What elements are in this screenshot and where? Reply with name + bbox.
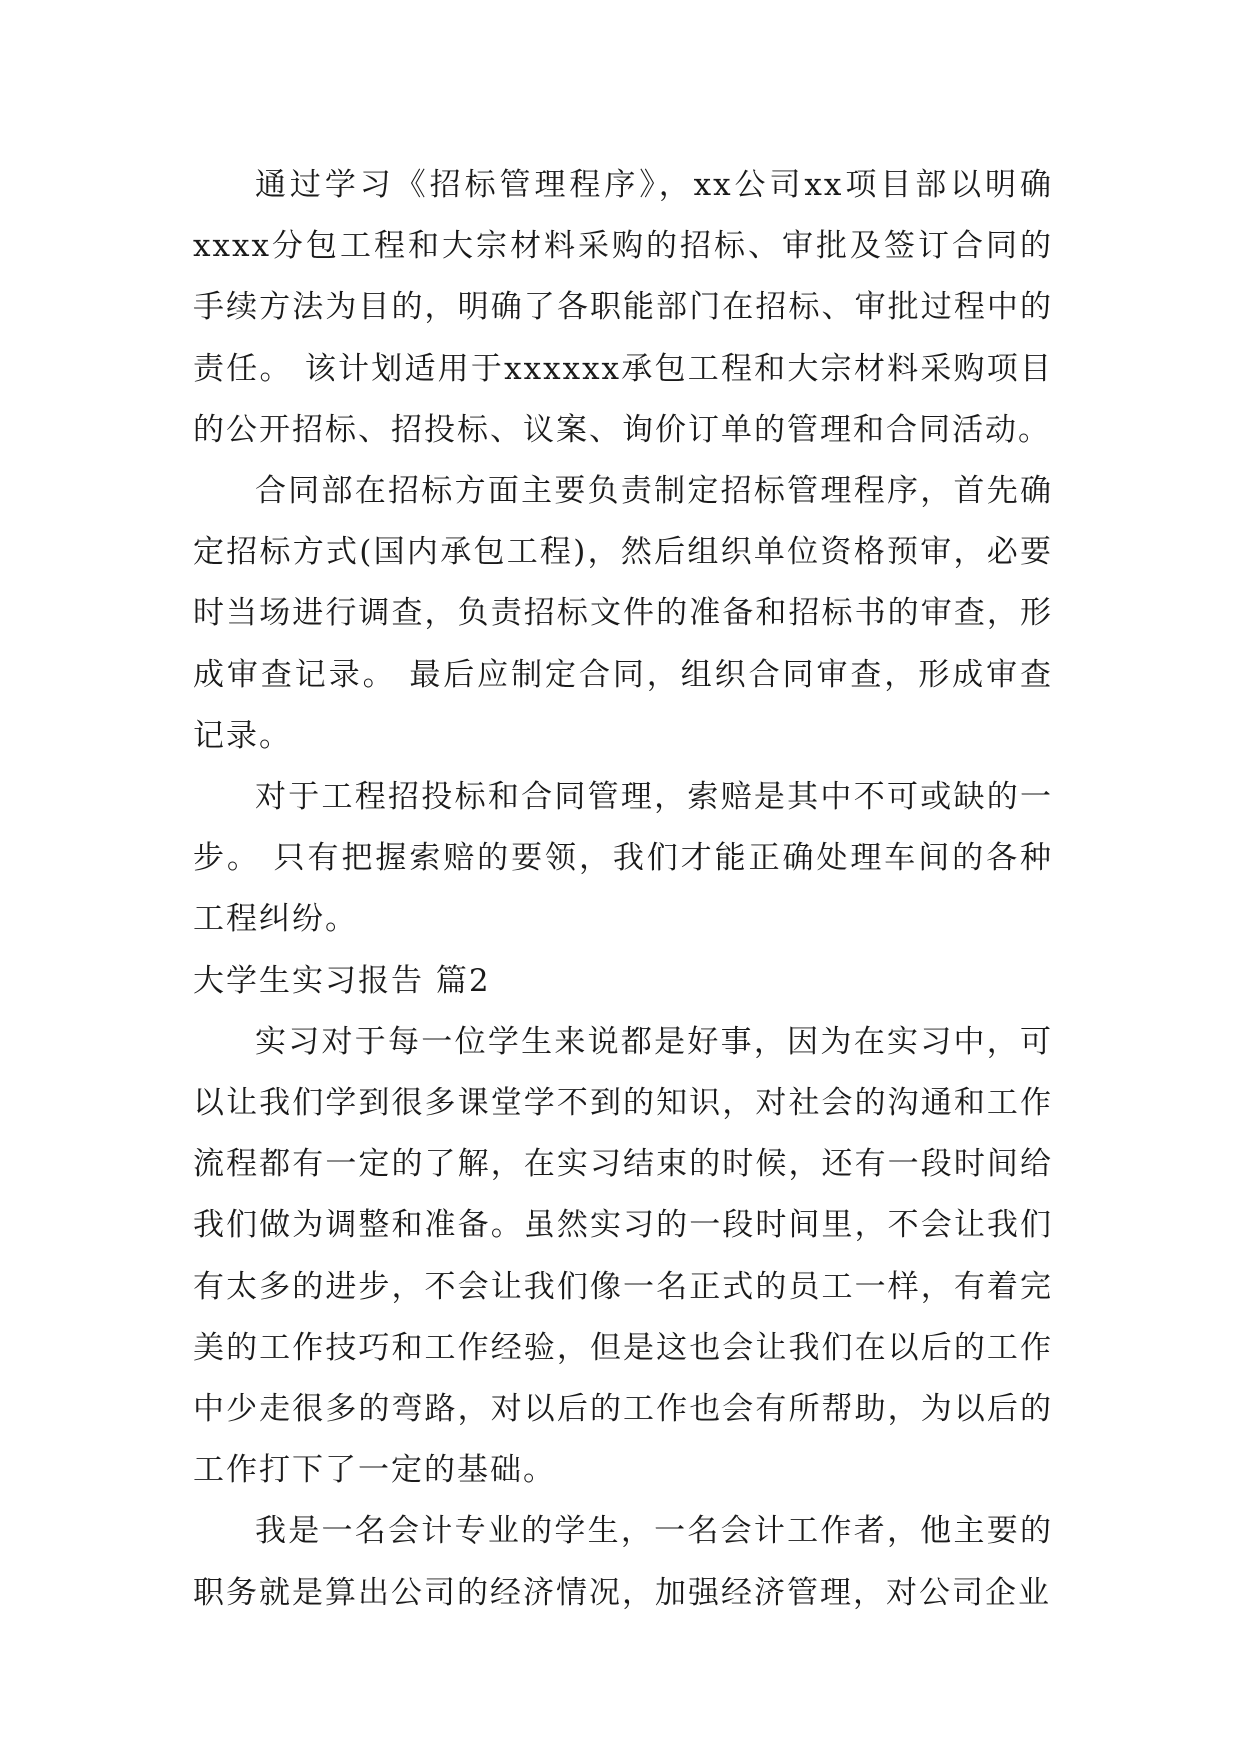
paragraph-contract-department: 合同部在招标方面主要负责制定招标管理程序，首先确定招标方式(国内承包工程)，然后组织单位资格预审，必要时当场进行调查，负责招标文件的准备和招标书的审查，形成审查记录。 最后应制定合同，组织合同审查，形成审查记录。 [193,473,1053,754]
document-page [193,155,1053,1624]
paragraph-claims: 对于工程招投标和合同管理，索赔是其中不可或缺的一步。 只有把握索赔的要领，我们才能正确处理车间的各种工程纠纷。 [193,779,1053,938]
paragraph-accounting-student: 我是一名会计专业的学生，一名会计工作者，他主要的职务就是算出公司的经济情况，加强经济管理，对公司企业 [193,1513,1053,1611]
paragraph-bidding-procedure: 通过学习《招标管理程序》，xx公司xx项目部以明确xxxx分包工程和大宗材料采购的招标、审批及签订合同的手续方法为目的，明确了各职能部门在招标、审批过程中的责任。 该计划适用于xxxxxx承包工程和大宗材料采购项目的公开招标、招投标、议案、询价订单的管理和合同活动。 [193,167,1053,448]
paragraph-internship-benefits: 实习对于每一位学生来说都是好事，因为在实习中，可以让我们学到很多课堂学不到的知识，对社会的沟通和工作流程都有一定的了解，在实习结束的时候，还有一段时间给我们做为调整和准备。虽然实习的一段时间里，不会让我们有太多的进步，不会让我们像一名正式的员工一样，有着完美的工作技巧和工作经验，但是这也会让我们在以后的工作中少走很多的弯路，对以后的工作也会有所帮助，为以后的工作打下了一定的基础。 [193,1023,1053,1489]
section-heading: 大学生实习报告 篇2 [193,962,491,999]
